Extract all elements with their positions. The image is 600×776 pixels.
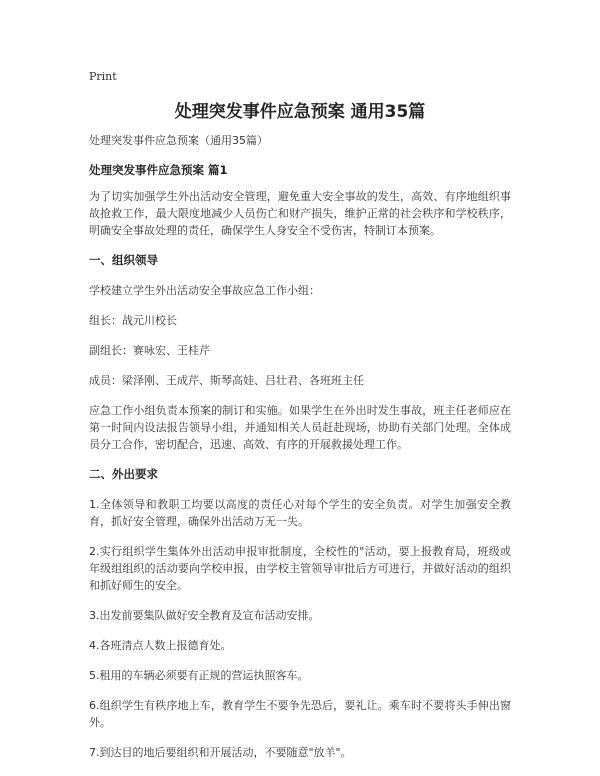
org-line-leader: 组长：战元川校长	[89, 314, 177, 327]
requirement-item: 6.组织学生有秩序地上车，教育学生不要争先恐后，要礼让。乘车时不要将头手伸出窗外。	[89, 699, 511, 729]
requirement-item: 1.全体领导和教职工均要以高度的责任心对每个学生的安全负责。对学生加强安全教育，抓好安全管理，确保外出活动万无一失。	[89, 498, 511, 528]
piece-heading: 处理突发事件应急预案 篇1	[89, 163, 228, 177]
page-title: 处理突发事件应急预案 通用35篇	[174, 102, 426, 122]
intro-paragraph: 为了切实加强学生外出活动安全管理，避免重大安全事故的发生，高效、有序地组织事故抢救工作，最大限度地减少人员伤亡和财产损失，维护正常的社会秩序和学校秩序，明确安全事故处理的责任，确保学生人身安全不受伤害，特制订本预案。	[89, 190, 511, 237]
org-line: 学校建立学生外出活动安全事故应急工作小组：	[89, 284, 320, 297]
org-line-members: 成员：梁泽刚、王成芹、斯琴高娃、吕壮君、各班班主任	[89, 374, 364, 387]
section-heading-organization: 一、组织领导	[89, 253, 158, 267]
print-link[interactable]: Print	[89, 70, 117, 83]
duty-paragraph: 应急工作小组负责本预案的制订和实施。如果学生在外出时发生事故，班主任老师应在第一时间内设法报告领导小组，并通知相关人员赶赴现场，协助有关部门处理。全体成员分工合作，密切配合，迅速、高效、有序的开展救援处理工作。	[89, 404, 511, 451]
requirement-item: 5.租用的车辆必须要有正规的营运执照客车。	[89, 669, 309, 682]
document-body	[89, 132, 511, 774]
requirement-item: 7.到达目的地后要组织和开展活动，不要随意"放羊"。	[89, 746, 352, 759]
requirement-item: 2.实行组织学生集体外出活动申报审批制度，全校性的"活动，要上报教育局，班级或年级组组织的活动要向学校申报，由学校主管领导审批后方可进行，并做好活动的组织和抓好师生的安全。	[89, 545, 511, 592]
requirement-item: 3.出发前要集队做好安全教育及宣布活动安排。	[89, 609, 320, 622]
section-heading-requirements: 二、外出要求	[89, 467, 158, 481]
org-line-deputy: 副组长：赛咏宏、王桂芹	[89, 344, 210, 357]
document-subtitle: 处理突发事件应急预案（通用35篇）	[89, 134, 268, 147]
requirement-item: 4.各班清点人数上报德育处。	[89, 639, 232, 652]
